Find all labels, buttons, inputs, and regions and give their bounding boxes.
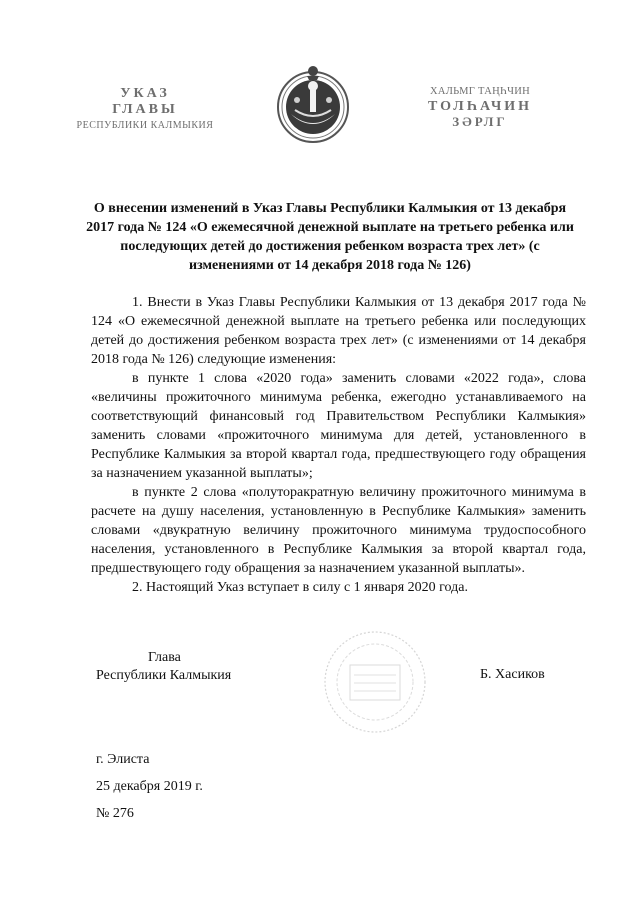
header-left-line1: УКАЗ — [120, 86, 170, 101]
header-right-line1: ХАЛЬМГ ТАҢҺЧИН — [430, 86, 530, 97]
document-body — [91, 293, 586, 597]
footer-number: № 276 — [96, 806, 134, 821]
paragraph-3: в пункте 2 слова «полуторакратную величину прожиточного минимума в расчете на душу населения, установленную в Республике Калмыкия» заменить словами «двукратную величину прожиточного минимума трудоспособного населения, установленного в Республике Калмыкия за второй квартал года, предшествующего году обращения за назначением указанной выплаты». — [91, 485, 586, 576]
signature-title — [96, 649, 296, 685]
header-left-block — [60, 86, 230, 132]
coat-of-arms-emblem — [273, 62, 353, 146]
official-stamp — [310, 625, 440, 740]
header-left-line3: РЕСПУБЛИКИ КАЛМЫКИЯ — [76, 120, 214, 132]
footer-city: г. Элиста — [96, 752, 150, 767]
document-title: О внесении изменений в Указ Главы Республики Калмыкия от 13 декабря 2017 года № 124 «О ежемесячной денежной выплате на третьего ребенка или последующих детей до достижения ребенком возраста трех лет» (с изменениями от 14 декабря 2018 года № 126) — [86, 201, 574, 273]
header-right-line3: ЗӘРЛГ — [452, 114, 508, 130]
signature-title-line2: Республики Калмыкия — [96, 668, 232, 683]
paragraph-1: 1. Внести в Указ Главы Республики Калмыкия от 13 декабря 2017 года № 124 «О ежемесячной денежной выплате на третьего ребенка или последующих детей до достижения ребенком возраста трех лет» (с изменениями от 14 декабря 2018 года № 126) следующие изменения: — [91, 295, 586, 367]
header-right-block — [405, 86, 555, 130]
paragraph-2: в пункте 1 слова «2020 года» заменить словами «2022 года», слова «величины прожиточного минимума ребенка, ежегодно устанавливаемого на соответствующий финансовый год Правительством Республики Калмыкия» заменить словами «прожиточного минимума для детей, установленного в Республике Калмыкия за второй квартал года, предшествующего году обращения за назначением указанной выплаты»; — [91, 371, 586, 481]
header-right-line2: ТОЛҺАЧИН — [427, 99, 533, 115]
paragraph-4: 2. Настоящий Указ вступает в силу с 1 января 2020 года. — [132, 580, 468, 595]
signature-name: Б. Хасиков — [480, 667, 545, 682]
header-left-line2: ГЛАВЫ — [112, 102, 178, 118]
footer-date: 25 декабря 2019 г. — [96, 779, 203, 794]
signature-title-line1: Глава — [148, 650, 181, 665]
